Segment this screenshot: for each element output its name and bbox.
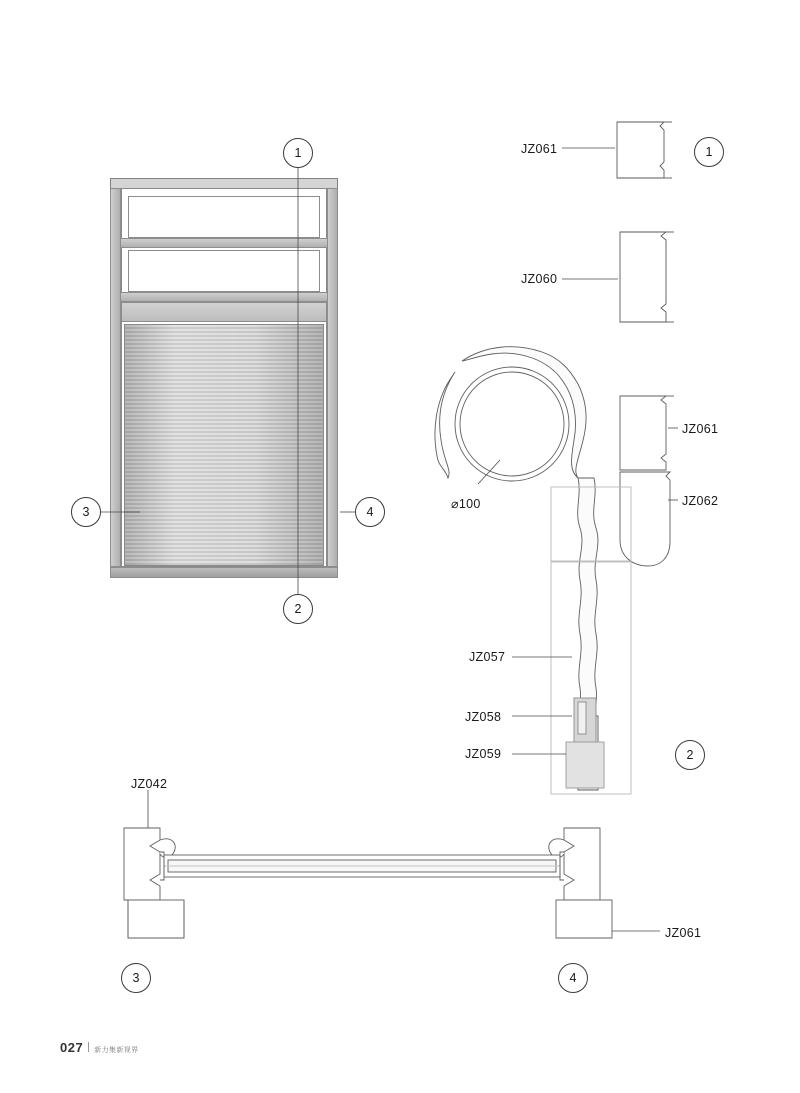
bubble-label: 1	[705, 145, 713, 159]
footer-caption: 新力集新视界	[94, 1047, 139, 1054]
detail-tag-2[interactable]	[675, 740, 705, 770]
door-elevation-drawing	[110, 178, 338, 578]
callout-bubble-1-elevation[interactable]	[283, 138, 313, 168]
bubble-label: 1	[294, 146, 302, 160]
part-label-jz061-detail2: JZ061	[682, 422, 719, 436]
detail-1-geometry	[617, 122, 672, 178]
page-footer	[60, 1040, 139, 1055]
bubble-label: 2	[686, 748, 694, 762]
part-label-jz060: JZ060	[521, 272, 558, 286]
callout-bubble-3-elevation[interactable]	[71, 497, 101, 527]
part-label-jz061-head: JZ061	[521, 142, 558, 156]
part-label-jz042: JZ042	[131, 777, 168, 791]
bubble-label: 3	[132, 971, 140, 985]
part-label-jz061-detail4: JZ061	[665, 926, 702, 940]
callout-bubble-2-elevation[interactable]	[283, 594, 313, 624]
bubble-label: 4	[569, 971, 577, 985]
detail-tag-1[interactable]	[694, 137, 724, 167]
transom-light-upper	[128, 196, 320, 238]
shutter-head-box	[121, 302, 327, 322]
callout-bubble-4-elevation[interactable]	[355, 497, 385, 527]
dimension-diameter-100: ⌀100	[451, 497, 481, 511]
part-label-jz058: JZ058	[465, 710, 502, 724]
bubble-label: 3	[82, 505, 90, 519]
detail-tag-4[interactable]	[558, 963, 588, 993]
part-label-jz062: JZ062	[682, 494, 719, 508]
part-label-jz059: JZ059	[465, 747, 502, 761]
detail-2-geometry	[435, 347, 674, 794]
transom-light-lower	[128, 250, 320, 292]
transom-mullion-lower	[121, 292, 327, 302]
bubble-label: 2	[294, 602, 302, 616]
transom-mullion-upper	[121, 238, 327, 248]
footer-divider	[88, 1042, 89, 1052]
part-label-jz057: JZ057	[469, 650, 506, 664]
door-sill	[110, 567, 338, 578]
door-right-jamb	[327, 188, 338, 567]
rolling-shutter-curtain	[124, 324, 324, 566]
page-number: 027	[60, 1040, 84, 1055]
detail-jz060-geometry	[620, 232, 674, 322]
detail-34-geometry	[124, 828, 612, 938]
detail-tag-3[interactable]	[121, 963, 151, 993]
door-left-jamb	[110, 188, 121, 567]
shutter-shading	[125, 325, 323, 565]
bubble-label: 4	[366, 505, 374, 519]
